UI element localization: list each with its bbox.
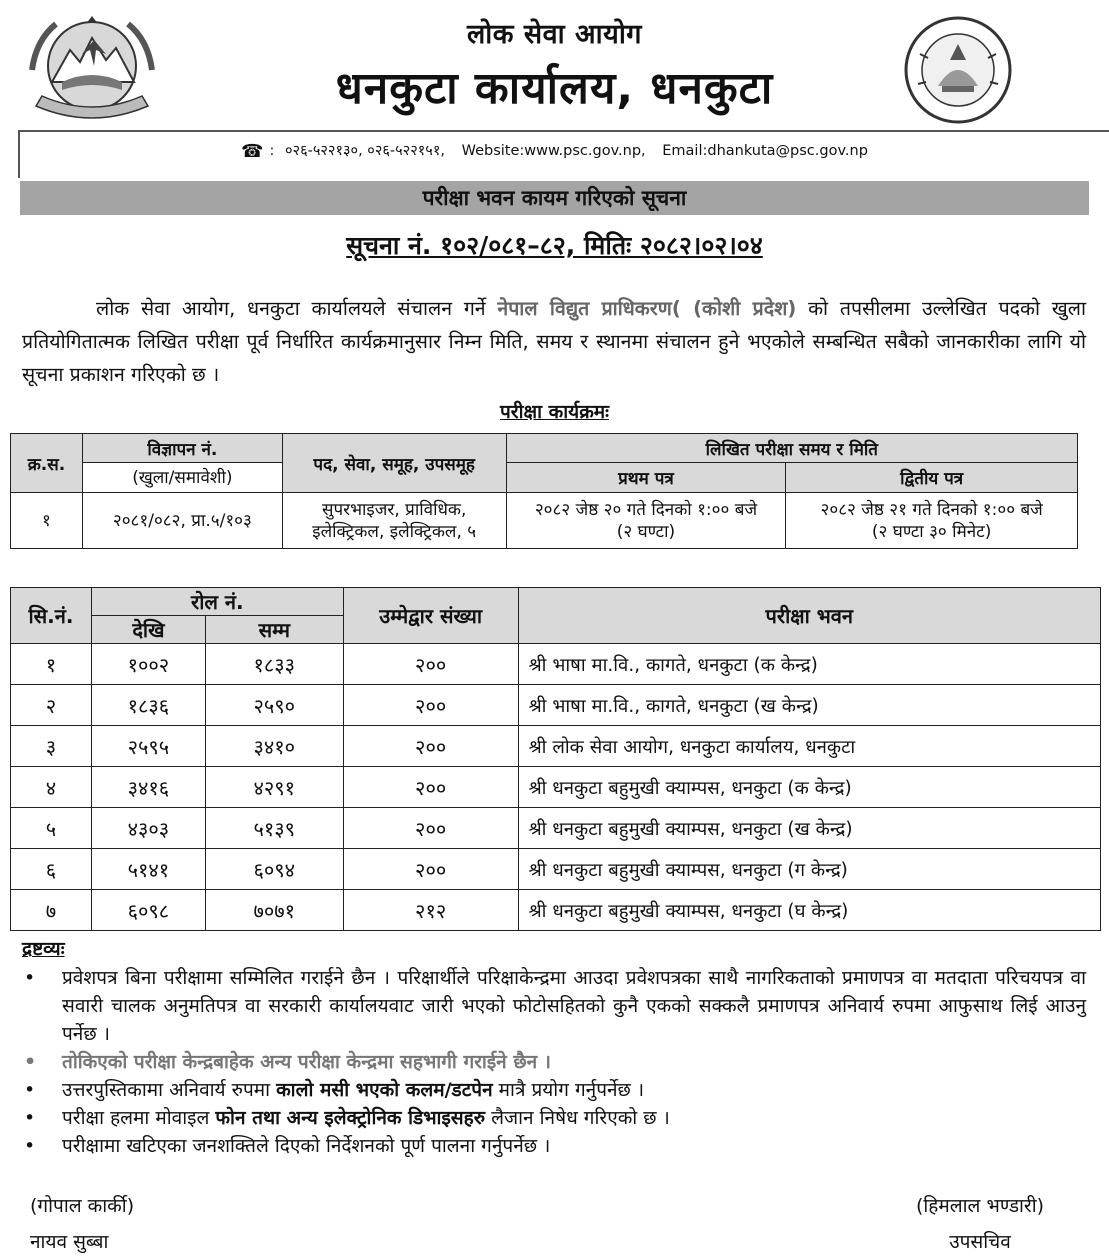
list-item: • परीक्षामा खटिएका जनशक्तिले दिएको निर्देशनको पूर्ण पालना गर्नुपर्नेछ । bbox=[22, 1132, 1086, 1160]
cell-roll-from: १८३६ bbox=[91, 685, 205, 726]
notice-number-date: सूचना नं. १०२/०८१–८२, मितिः २०८२।०२।०४ bbox=[346, 231, 763, 260]
cell-count: २०० bbox=[343, 808, 518, 849]
header-roll: रोल नं. bbox=[91, 588, 343, 616]
cell-roll-to: ६०९४ bbox=[205, 849, 343, 890]
website-link[interactable]: Website:www.psc.gov.np, bbox=[461, 143, 646, 159]
exam-centers-table bbox=[10, 587, 1101, 931]
cell-post: सुपरभाइजर, प्राविधिक, इलेक्ट्रिकल, इलेक्ट्रिकल, ५ bbox=[282, 493, 506, 549]
table-row bbox=[11, 493, 1078, 549]
notice-title-banner: परीक्षा भवन कायम गरिएको सूचना bbox=[20, 181, 1089, 215]
phone-icon: ☎ bbox=[241, 141, 264, 162]
list-item: • तोकिएको परीक्षा केन्द्रबाहेक अन्य परीक्षा केन्द्रमा सहभागी गराईने छैन । bbox=[22, 1048, 1086, 1076]
cell-serial: १ bbox=[11, 493, 83, 549]
cell-count: २०० bbox=[343, 726, 518, 767]
signatory-name: (गोपाल कार्की) bbox=[30, 1195, 135, 1217]
cell-roll-from: ४३०३ bbox=[91, 808, 205, 849]
list-item: • उत्तरपुस्तिकामा अनिवार्य रुपमा कालो मसी भएको कलम/डटपेन मात्रै प्रयोग गर्नुपर्नेछ । bbox=[22, 1076, 1086, 1104]
header-to: सम्म bbox=[205, 616, 343, 644]
cell-count: २१२ bbox=[343, 890, 518, 931]
signature-right bbox=[880, 1188, 1080, 1258]
header-ad-type: (खुला/समावेशी) bbox=[82, 463, 282, 493]
cell-venue: श्री धनकुटा बहुमुखी क्याम्पस, धनकुटा (ख केन्द्र) bbox=[518, 808, 1100, 849]
signatory-title: उपसचिव bbox=[949, 1231, 1011, 1253]
cell-roll-from: ५१४१ bbox=[91, 849, 205, 890]
table-row bbox=[11, 767, 1101, 808]
header-paper2: द्वितीय पत्र bbox=[786, 463, 1078, 493]
cell-roll-to: ३४१० bbox=[205, 726, 343, 767]
contact-line: ☎ : ०२६-५२२१३०, ०२६-५२२१५१, Website:www.psc.gov.np, Email:dhankuta@psc.gov.np bbox=[241, 141, 868, 162]
header-from: देखि bbox=[91, 616, 205, 644]
cell-venue: श्री धनकुटा बहुमुखी क्याम्पस, धनकुटा (क केन्द्र) bbox=[518, 767, 1100, 808]
cell-count: २०० bbox=[343, 849, 518, 890]
signatory-title: नायव सुब्बा bbox=[30, 1231, 109, 1253]
header-serial: क्र.स. bbox=[11, 434, 83, 493]
notes-heading: द्रष्टव्यः bbox=[22, 938, 65, 960]
cell-paper2: २०८२ जेष्ठ २१ गते दिनको १:०० बजे (२ घण्टा ३० मिनेट) bbox=[786, 493, 1078, 549]
cell-sn: ४ bbox=[11, 767, 92, 808]
exam-schedule-table bbox=[10, 433, 1078, 549]
header-written-time: लिखित परीक्षा समय र मिति bbox=[506, 434, 1077, 463]
phone-numbers: ०२६-५२२१३०, ०२६-५२२१५१, bbox=[284, 143, 445, 159]
intro-paragraph: लोक सेवा आयोग, धनकुटा कार्यालयले संचालन गर्ने नेपाल विद्युत प्राधिकरण( (कोशी प्रदेश) को तपसीलमा उल्लेखित पदको खुला प्रतियोगितात्मक लिखित परीक्षा पूर्व निर्धारित कार्यक्रमानुसार निम्न मिति, समय र स्थानमा संचालन हुने भएकोले सम्बन्धित सबैको जानकारीका लागि यो सूचना प्रकाशन गरिएको छ । bbox=[22, 297, 1087, 386]
cell-venue: श्री भाषा मा.वि., कागते, धनकुटा (ख केन्द्र) bbox=[518, 685, 1100, 726]
list-item: • प्रवेशपत्र बिना परीक्षामा सम्मिलित गराईने छैन । परिक्षार्थीले परिक्षाकेन्द्रमा आउदा प्रवेशपत्रका साथै नागरिकताको प्रमाणपत्र वा मतदाता परिचयपत्र वा सवारी चालक अनुमतिपत्र वा सरकारी कार्यालयवाट जारी भएको फोटोसहितको कुनै एकको सक्कलै प्रमाणपत्र अनिवार्य रुपमा आफुसाथ लिई आउनु पर्नेछ । bbox=[22, 964, 1086, 1048]
cell-sn: ३ bbox=[11, 726, 92, 767]
cell-sn: ७ bbox=[11, 890, 92, 931]
signatory-name: (हिमलाल भण्डारी) bbox=[915, 1195, 1045, 1217]
cell-sn: ६ bbox=[11, 849, 92, 890]
office-name: धनकुटा कार्यालय, धनकुटा bbox=[335, 63, 774, 114]
schedule-title: परीक्षा कार्यक्रमः bbox=[500, 401, 609, 423]
cell-roll-to: २५९० bbox=[205, 685, 343, 726]
cell-venue: श्री धनकुटा बहुमुखी क्याम्पस, धनकुटा (ग केन्द्र) bbox=[518, 849, 1100, 890]
list-item: • परीक्षा हलमा मोवाइल फोन तथा अन्य इलेक्ट्रोनिक डिभाइसहरु लैजान निषेध गरिएको छ । bbox=[22, 1104, 1086, 1132]
cell-roll-to: १८३३ bbox=[205, 644, 343, 685]
cell-venue: श्री भाषा मा.वि., कागते, धनकुटा (क केन्द्र) bbox=[518, 644, 1100, 685]
cell-paper1: २०८२ जेष्ठ २० गते दिनको १:०० बजे (२ घण्टा) bbox=[506, 493, 786, 549]
header-ad-no: विज्ञापन नं. bbox=[82, 434, 282, 463]
cell-sn: ५ bbox=[11, 808, 92, 849]
employer-highlight: नेपाल विद्युत प्राधिकरण( (कोशी प्रदेश) bbox=[497, 297, 797, 320]
cell-roll-to: ७०७१ bbox=[205, 890, 343, 931]
header-post: पद, सेवा, समूह, उपसमूह bbox=[282, 434, 506, 493]
cell-roll-to: ४२९१ bbox=[205, 767, 343, 808]
cell-venue: श्री धनकुटा बहुमुखी क्याम्पस, धनकुटा (घ केन्द्र) bbox=[518, 890, 1100, 931]
cell-roll-from: २५९५ bbox=[91, 726, 205, 767]
cell-roll-from: ६०९८ bbox=[91, 890, 205, 931]
cell-sn: २ bbox=[11, 685, 92, 726]
table-row bbox=[11, 890, 1101, 931]
cell-roll-to: ५१३९ bbox=[205, 808, 343, 849]
cell-sn: १ bbox=[11, 644, 92, 685]
header-count: उम्मेद्वार संख्या bbox=[343, 588, 518, 644]
table-row bbox=[11, 808, 1101, 849]
cell-roll-from: ३४१६ bbox=[91, 767, 205, 808]
cell-count: २०० bbox=[343, 767, 518, 808]
header-sn: सि.नं. bbox=[11, 588, 92, 644]
cell-venue: श्री लोक सेवा आयोग, धनकुटा कार्यालय, धनकुटा bbox=[518, 726, 1100, 767]
table-row bbox=[11, 685, 1101, 726]
header-paper1: प्रथम पत्र bbox=[506, 463, 786, 493]
table-row bbox=[11, 644, 1101, 685]
header-venue: परीक्षा भवन bbox=[518, 588, 1100, 644]
cell-count: २०० bbox=[343, 644, 518, 685]
cell-count: २०० bbox=[343, 685, 518, 726]
organization-name: लोक सेवा आयोग bbox=[466, 19, 643, 50]
signature-left bbox=[30, 1188, 134, 1258]
notes-list bbox=[22, 964, 1086, 1160]
table-row bbox=[11, 726, 1101, 767]
email-link[interactable]: Email:dhankuta@psc.gov.np bbox=[662, 143, 868, 159]
cell-roll-from: १००२ bbox=[91, 644, 205, 685]
table-row bbox=[11, 849, 1101, 890]
cell-ad-no: २०८१/०८२, प्रा.५/१०३ bbox=[82, 493, 282, 549]
